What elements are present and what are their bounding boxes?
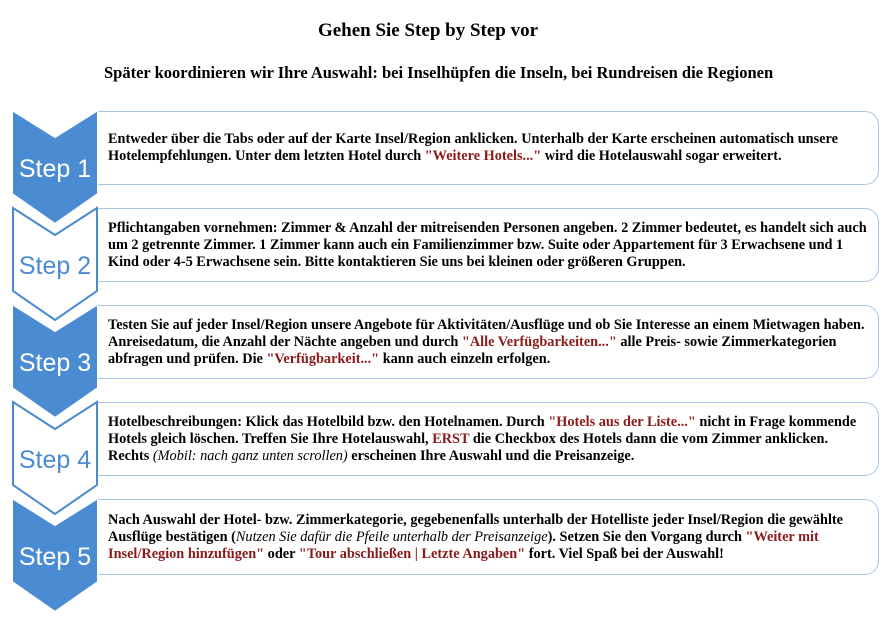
step-5-box — [98, 499, 879, 575]
step-4-text: Hotelbeschreibungen: Klick das Hotelbild bzw. den Hotelnamen. Durch "Hotels aus der Liste..." nicht in Frage kommende Hotels gleich löschen. Treffen Sie Ihre Hotelauswahl, ERST die Checkbox des Hotels dann die vom Zimmer anklicken. Rechts (Mobil: nach ganz unten scrollen) erscheinen Ihre Auswahl und die Preisanzeige. — [108, 413, 857, 464]
step-1-text: Entweder über die Tabs oder auf der Karte Insel/Region anklicken. Unterhalb der Karte erscheinen automatisch unsere Hotelempfehlungen. Unter dem letzten Hotel durch "Weitere Hotels..." wird die Hotelauswahl sogar erweitert. — [108, 131, 838, 164]
step-2-label: Step 2 — [18, 252, 92, 280]
step-3-box — [98, 305, 879, 379]
pfeile-hint: Nutzen Sie dafür die Pfeile unterhalb der Preisanzeige — [235, 528, 548, 545]
step-5-text: Nach Auswahl der Hotel- bzw. Zimmerkategorie, gegebenenfalls unterhalb der Hotelliste jeder Insel/Region die gewählte Ausflüge bestätigen (Nutzen Sie dafür die Pfeile unterhalb der Preisanzeige). Setzen Sie den Vorgang durch "Weiter mit Insel/Region hinzufügen" oder "Tour abschließen | Letzte Angaben" fort. Viel Spaß bei der Auswahl! — [108, 511, 844, 562]
weiter-mit-insel-link-text: "Weiter mit Insel/Region hinzufügen" — [108, 528, 819, 562]
step-1-label: Step 1 — [18, 155, 92, 183]
verfuegbarkeit-link-text: "Verfügbarkeit..." — [266, 350, 380, 367]
weitere-hotels-link-text: "Weitere Hotels..." — [424, 148, 542, 164]
step-2-box — [98, 208, 879, 282]
step-3-text: Testen Sie auf jeder Insel/Region unsere Angebote für Aktivitäten/Ausflüge und ob Sie Interesse an einem Mietwagen haben. Anreisedatum, die Anzahl der Nächte angeben und durch "Alle Verfügbarkeiten..." alle Preis- sowie Zimmerkategorien abfragen und prüfen. Die "Verfügbarkeit..." kann auch einzeln erfolgen. — [108, 316, 865, 367]
step-2-text: Pflichtangaben vornehmen: Zimmer & Anzahl der mitreisenden Personen angeben. 2 Zimmer bedeutet, es handelt sich auch um 2 getrennte Zimmer. 1 Zimmer kann auch ein Familienzimmer bzw. Suite oder Appartement für 3 Erwachsene und 1 Kind oder 4-5 Erwachsene sein. Bitte kontaktieren Sie uns bei kleinen oder größeren Gruppen. — [108, 219, 867, 270]
mobil-hint: (Mobil: nach ganz unten scrollen) — [152, 447, 348, 464]
erst-emphasis: ERST — [432, 430, 470, 447]
step-3-label: Step 3 — [18, 349, 92, 377]
hotels-aus-der-liste-link-text: "Hotels aus der Liste..." — [548, 413, 696, 430]
step-5-chevron — [12, 498, 98, 620]
step-5-label: Step 5 — [18, 543, 92, 571]
step-1-box — [98, 111, 879, 185]
page-title: Gehen Sie Step by Step vor — [317, 20, 539, 41]
alle-verfuegbarkeiten-link-text: "Alle Verfügbarkeiten..." — [461, 333, 617, 350]
tour-abschliessen-link-text: "Tour abschließen | Letzte Angaben" — [298, 545, 526, 562]
step-4-label: Step 4 — [18, 446, 92, 474]
page-subtitle: Später koordinieren wir Ihre Auswahl: bei Inselhüpfen die Inseln, bei Rundreisen die Regionen — [104, 63, 774, 82]
step-4-box — [98, 402, 879, 476]
